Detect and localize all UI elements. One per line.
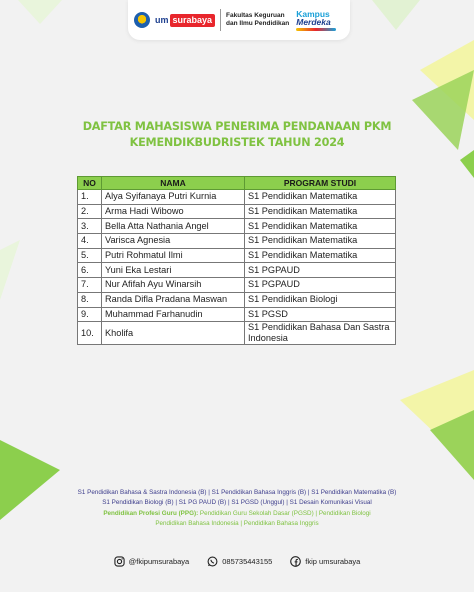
- decor-triangle-left-faint: [0, 240, 20, 300]
- table-row: [78, 278, 396, 293]
- faculty-name: Fakultas Keguruan dan Ilmu Pendidikan: [226, 11, 290, 27]
- cell-prodi: S1 Pendidikan Matematika: [245, 204, 396, 219]
- instagram-contact[interactable]: @fkipumsurabaya: [114, 556, 190, 567]
- decor-triangle-top-right: [372, 0, 420, 30]
- cell-no: 3.: [78, 219, 102, 234]
- cell-prodi: S1 Pendidikan Matematika: [245, 248, 396, 263]
- cell-prodi: S1 PGSD: [245, 307, 396, 322]
- title-line-2: KEMENDIKBUDRISTEK TAHUN 2024: [129, 136, 345, 149]
- header-logo-bar: [128, 0, 350, 40]
- university-logo: um surabaya: [155, 14, 215, 27]
- table-row: [78, 204, 396, 219]
- table-row: [78, 322, 396, 345]
- kampus-merdeka-logo: Kampus Merdeka: [296, 10, 336, 31]
- footer-line-3: Pendidikan Profesi Guru (PPG): Pendidikan Guru Sekolah Dasar (PGSD) | Pendidikan Biologi: [103, 509, 371, 517]
- cell-prodi: S1 Pendidikan Matematika: [245, 190, 396, 205]
- university-seal-icon: [134, 12, 150, 28]
- cell-nama: Putri Rohmatul Ilmi: [102, 248, 245, 263]
- footer-line-4: Pendidikan Bahasa Indonesia | Pendidikan Bahasa Inggris: [155, 519, 319, 527]
- facebook-contact[interactable]: fkip umsurabaya: [290, 556, 360, 567]
- cell-nama: Alya Syifanaya Putri Kurnia: [102, 190, 245, 205]
- cell-nama: Nur Afifah Ayu Winarsih: [102, 278, 245, 293]
- footer-line-1: S1 Pendidikan Bahasa & Sastra Indonesia (B) | S1 Pendidikan Bahasa Inggris (B) | S1 Pendidikan Matematika (B): [77, 489, 397, 496]
- header-program-studi: PROGRAM STUDI: [245, 177, 396, 190]
- table-header-row: [78, 177, 396, 190]
- cell-nama: Muhammad Farhanudin: [102, 307, 245, 322]
- table-row: [78, 190, 396, 205]
- page-title: [0, 119, 474, 151]
- table-row: [78, 292, 396, 307]
- contact-bar: [0, 556, 474, 567]
- header-no: NO: [78, 177, 102, 190]
- kampus-merdeka-stripe: [296, 28, 336, 31]
- footer-line-2: S1 Pendidikan Biologi (B) | S1 PG PAUD (B) | S1 PGSD (Unggul) | S1 Desain Komunikasi Visual: [102, 499, 372, 507]
- cell-prodi: S1 Pendidikan Biologi: [245, 292, 396, 307]
- cell-no: 10.: [78, 322, 102, 345]
- cell-no: 9.: [78, 307, 102, 322]
- table-row: [78, 307, 396, 322]
- whatsapp-icon: [207, 556, 218, 567]
- study-program-footer: [0, 488, 474, 529]
- decor-triangle-top-left: [18, 0, 62, 24]
- cell-no: 8.: [78, 292, 102, 307]
- cell-prodi: S1 Pendidikan Bahasa Dan Sastra Indonesia: [245, 322, 396, 345]
- cell-nama: Yuni Eka Lestari: [102, 263, 245, 278]
- table-row: [78, 263, 396, 278]
- table-row: [78, 248, 396, 263]
- table-row: [78, 234, 396, 249]
- header-divider: [220, 9, 221, 31]
- instagram-icon: [114, 556, 125, 567]
- cell-prodi: S1 PGPAUD: [245, 263, 396, 278]
- cell-nama: Varisca Agnesia: [102, 234, 245, 249]
- decor-triangle-right-mid: [460, 150, 474, 178]
- whatsapp-contact[interactable]: 085735443155: [207, 556, 272, 567]
- recipient-table: [77, 176, 396, 345]
- cell-no: 1.: [78, 190, 102, 205]
- cell-no: 6.: [78, 263, 102, 278]
- cell-prodi: S1 Pendidikan Matematika: [245, 234, 396, 249]
- header-nama: NAMA: [102, 177, 245, 190]
- cell-prodi: S1 PGPAUD: [245, 278, 396, 293]
- cell-nama: Randa Difla Pradana Maswan: [102, 292, 245, 307]
- facebook-icon: [290, 556, 301, 567]
- cell-no: 5.: [78, 248, 102, 263]
- cell-nama: Arma Hadi Wibowo: [102, 204, 245, 219]
- cell-prodi: S1 Pendidikan Matematika: [245, 219, 396, 234]
- table-row: [78, 219, 396, 234]
- cell-no: 4.: [78, 234, 102, 249]
- cell-no: 2.: [78, 204, 102, 219]
- title-line-1: DAFTAR MAHASISWA PENERIMA PENDANAAN PKM: [82, 120, 392, 133]
- cell-no: 7.: [78, 278, 102, 293]
- cell-nama: Kholifa: [102, 322, 245, 345]
- cell-nama: Bella Atta Nathania Angel: [102, 219, 245, 234]
